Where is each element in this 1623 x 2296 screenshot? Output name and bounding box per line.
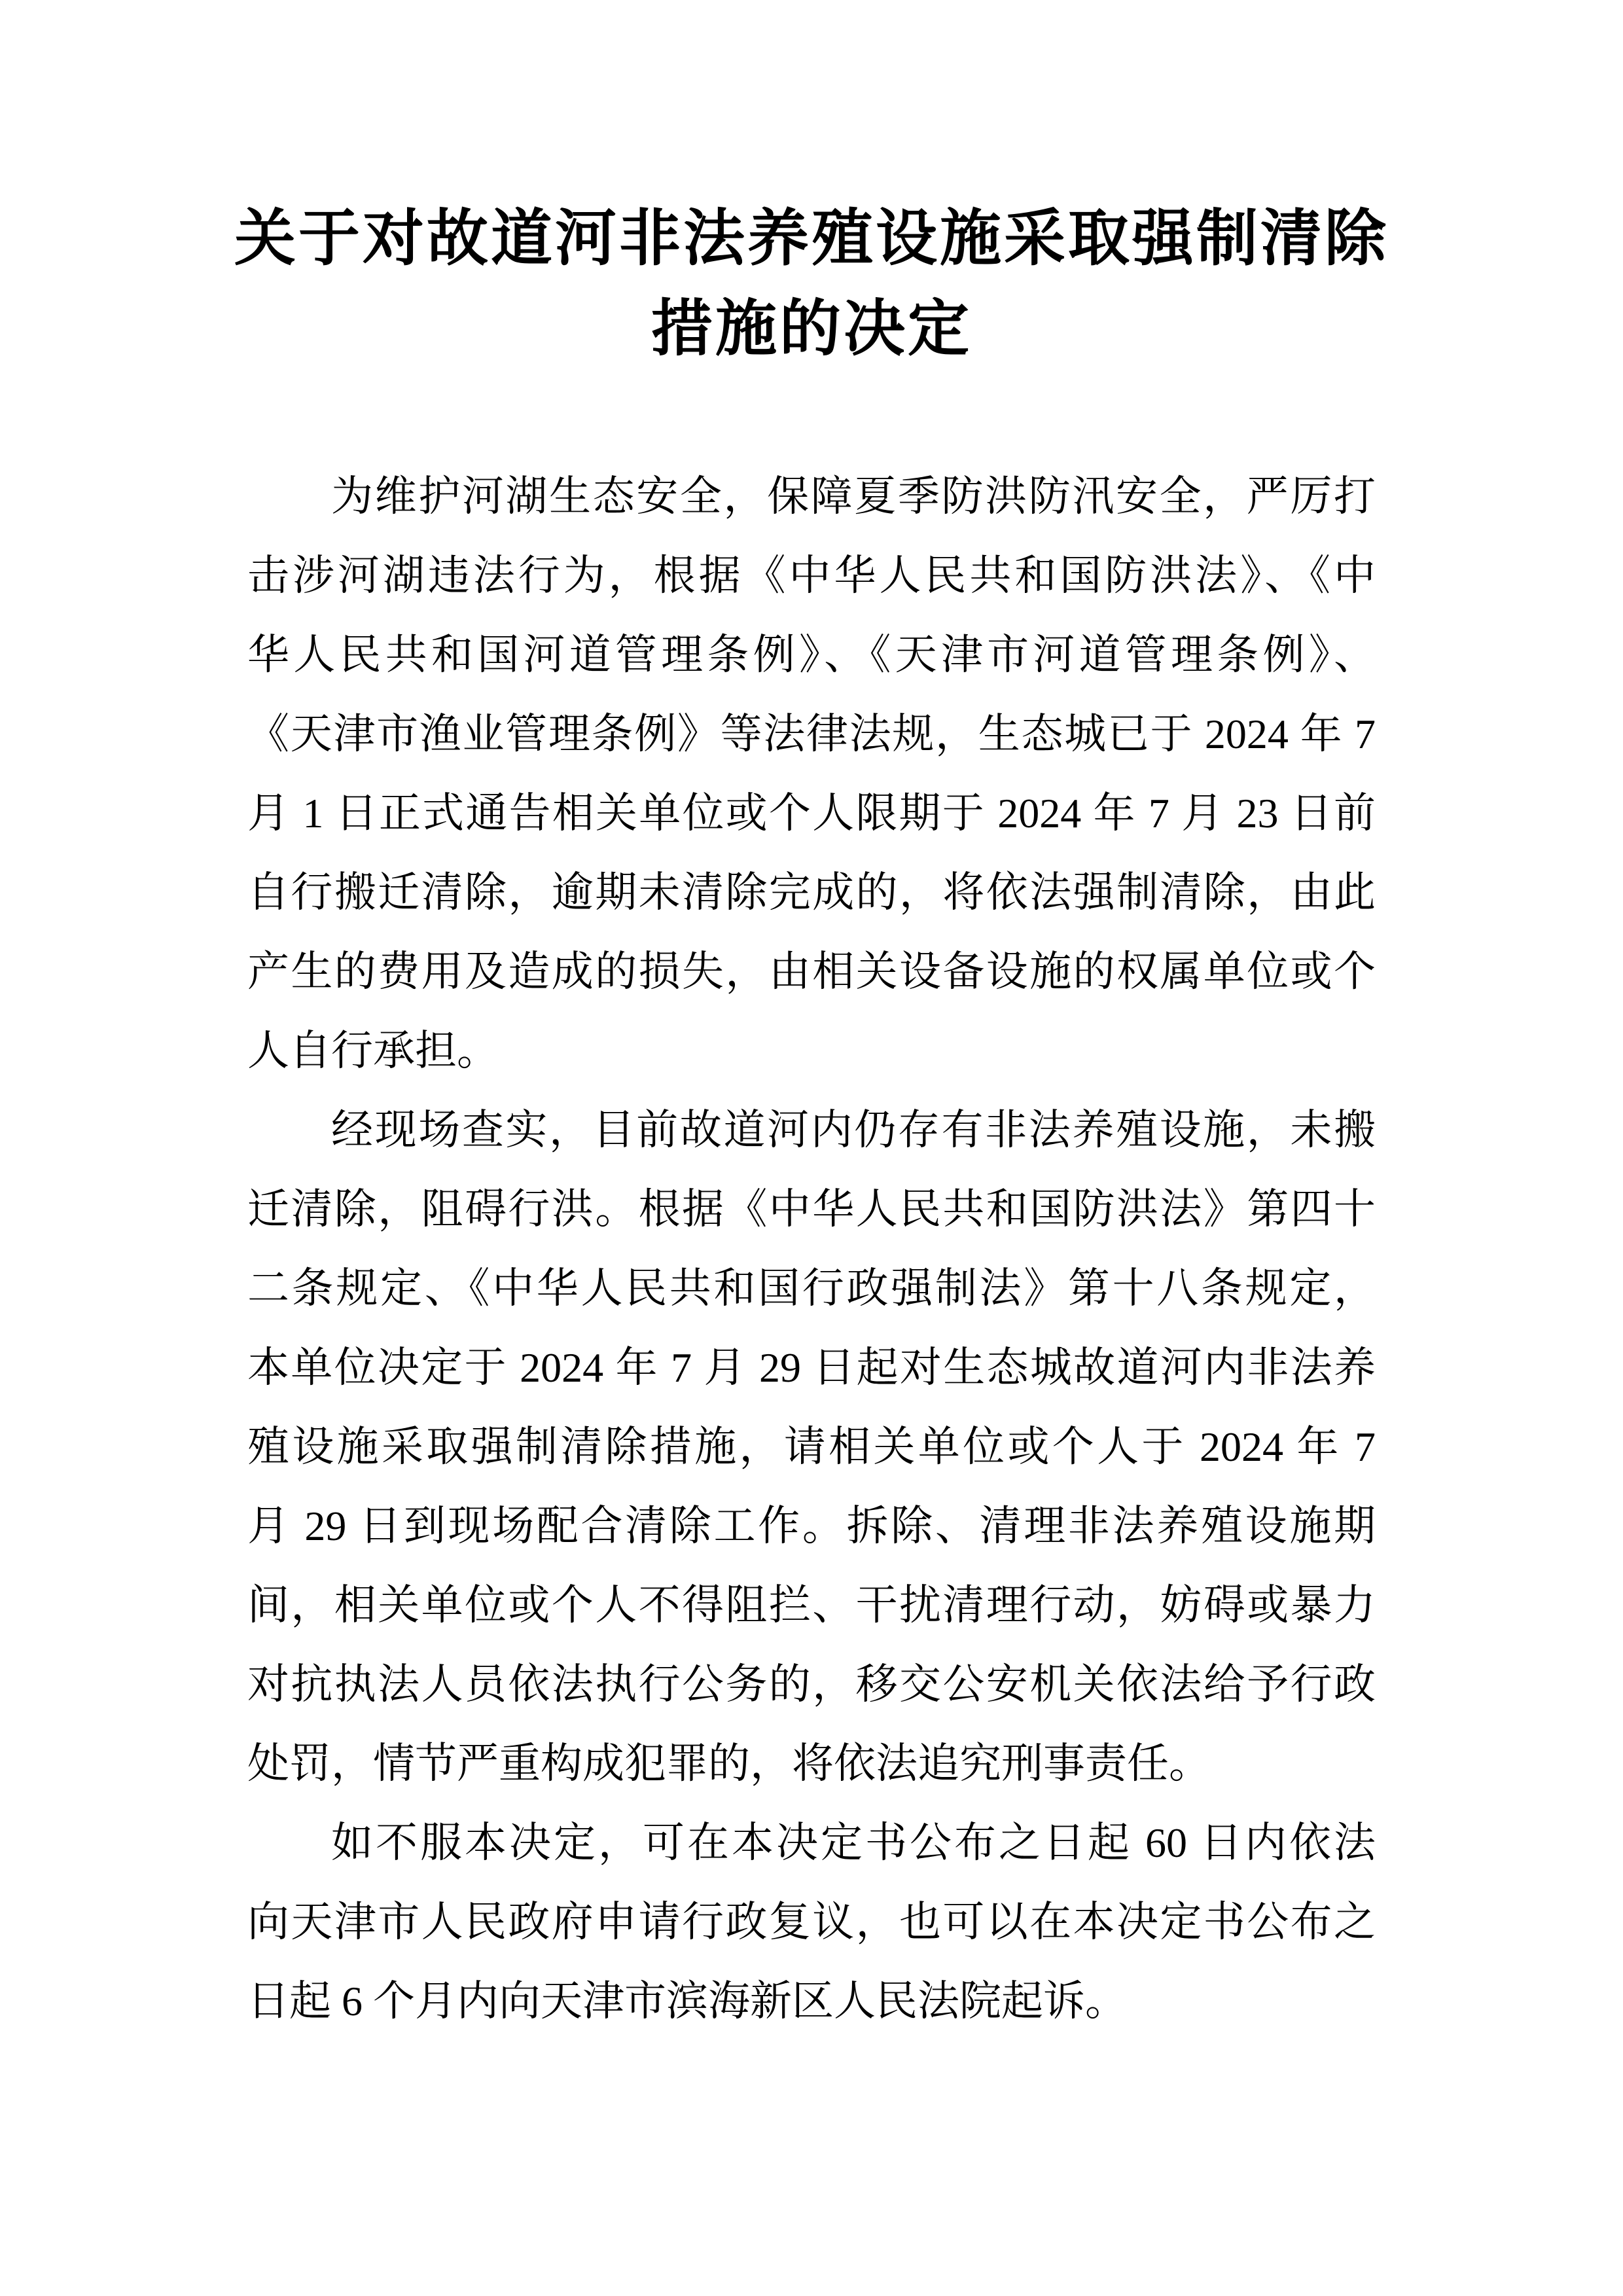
body-line: 间，相关单位或个人不得阻拦、干扰清理行动，妨碍或暴力 (247, 1582, 1376, 1628)
body-line: 对抗执法人员依法执行公务的，移交公安机关依法给予行政 (247, 1661, 1376, 1708)
body-line: 月 29 日到现场配合清除工作。拆除、清理非法养殖设施期 (247, 1503, 1376, 1549)
paragraph (247, 457, 1376, 1090)
body-line: 自行搬迁清除，逾期未清除完成的，将依法强制清除，由此 (247, 869, 1376, 916)
paragraph (247, 1090, 1376, 1803)
body-line: 如不服本决定，可在本决定书公布之日起 60 日内依法 (331, 1820, 1376, 1866)
body-line: 日起 6 个月内向天津市滨海新区人民法院起诉。 (247, 1978, 1127, 2024)
body-line: 经现场查实，目前故道河内仍存有非法养殖设施，未搬 (331, 1107, 1376, 1153)
body-line: 殖设施采取强制清除措施，请相关单位或个人于 2024 年 7 (247, 1424, 1376, 1470)
body-line: 月 1 日正式通告相关单位或个人限期于 2024 年 7 月 23 日前 (247, 790, 1376, 836)
paragraph (247, 1803, 1376, 2041)
body-line: 迁清除，阻碍行洪。根据《中华人民共和国防洪法》第四十 (247, 1186, 1376, 1232)
document-title-line: 措施的决定 (651, 295, 972, 363)
body-line: 向天津市人民政府申请行政复议，也可以在本决定书公布之 (247, 1899, 1376, 1945)
document-title (0, 0, 1623, 374)
body-line: 产生的费用及造成的损失，由相关设备设施的权属单位或个 (247, 948, 1376, 995)
body-line: 为维护河湖生态安全，保障夏季防洪防汛安全，严厉打 (331, 473, 1376, 520)
body-line: 二条规定、《中华人民共和国行政强制法》第十八条规定， (247, 1265, 1376, 1312)
body-line: 处罚，情节严重构成犯罪的，将依法追究刑事责任。 (247, 1740, 1211, 1787)
body-line: 击涉河湖违法行为，根据《中华人民共和国防洪法》、《中 (247, 552, 1376, 599)
body-line: 《天津市渔业管理条例》等法律法规，生态城已于 2024 年 7 (247, 711, 1376, 757)
document-body (247, 457, 1376, 2041)
body-line: 人自行承担。 (247, 1028, 499, 1074)
body-line: 本单位决定于 2024 年 7 月 29 日起对生态城故道河内非法养 (247, 1344, 1376, 1391)
body-line: 华人民共和国河道管理条例》、《天津市河道管理条例》、 (247, 632, 1376, 678)
document-title-line: 关于对故道河非法养殖设施采取强制清除 (234, 205, 1389, 273)
